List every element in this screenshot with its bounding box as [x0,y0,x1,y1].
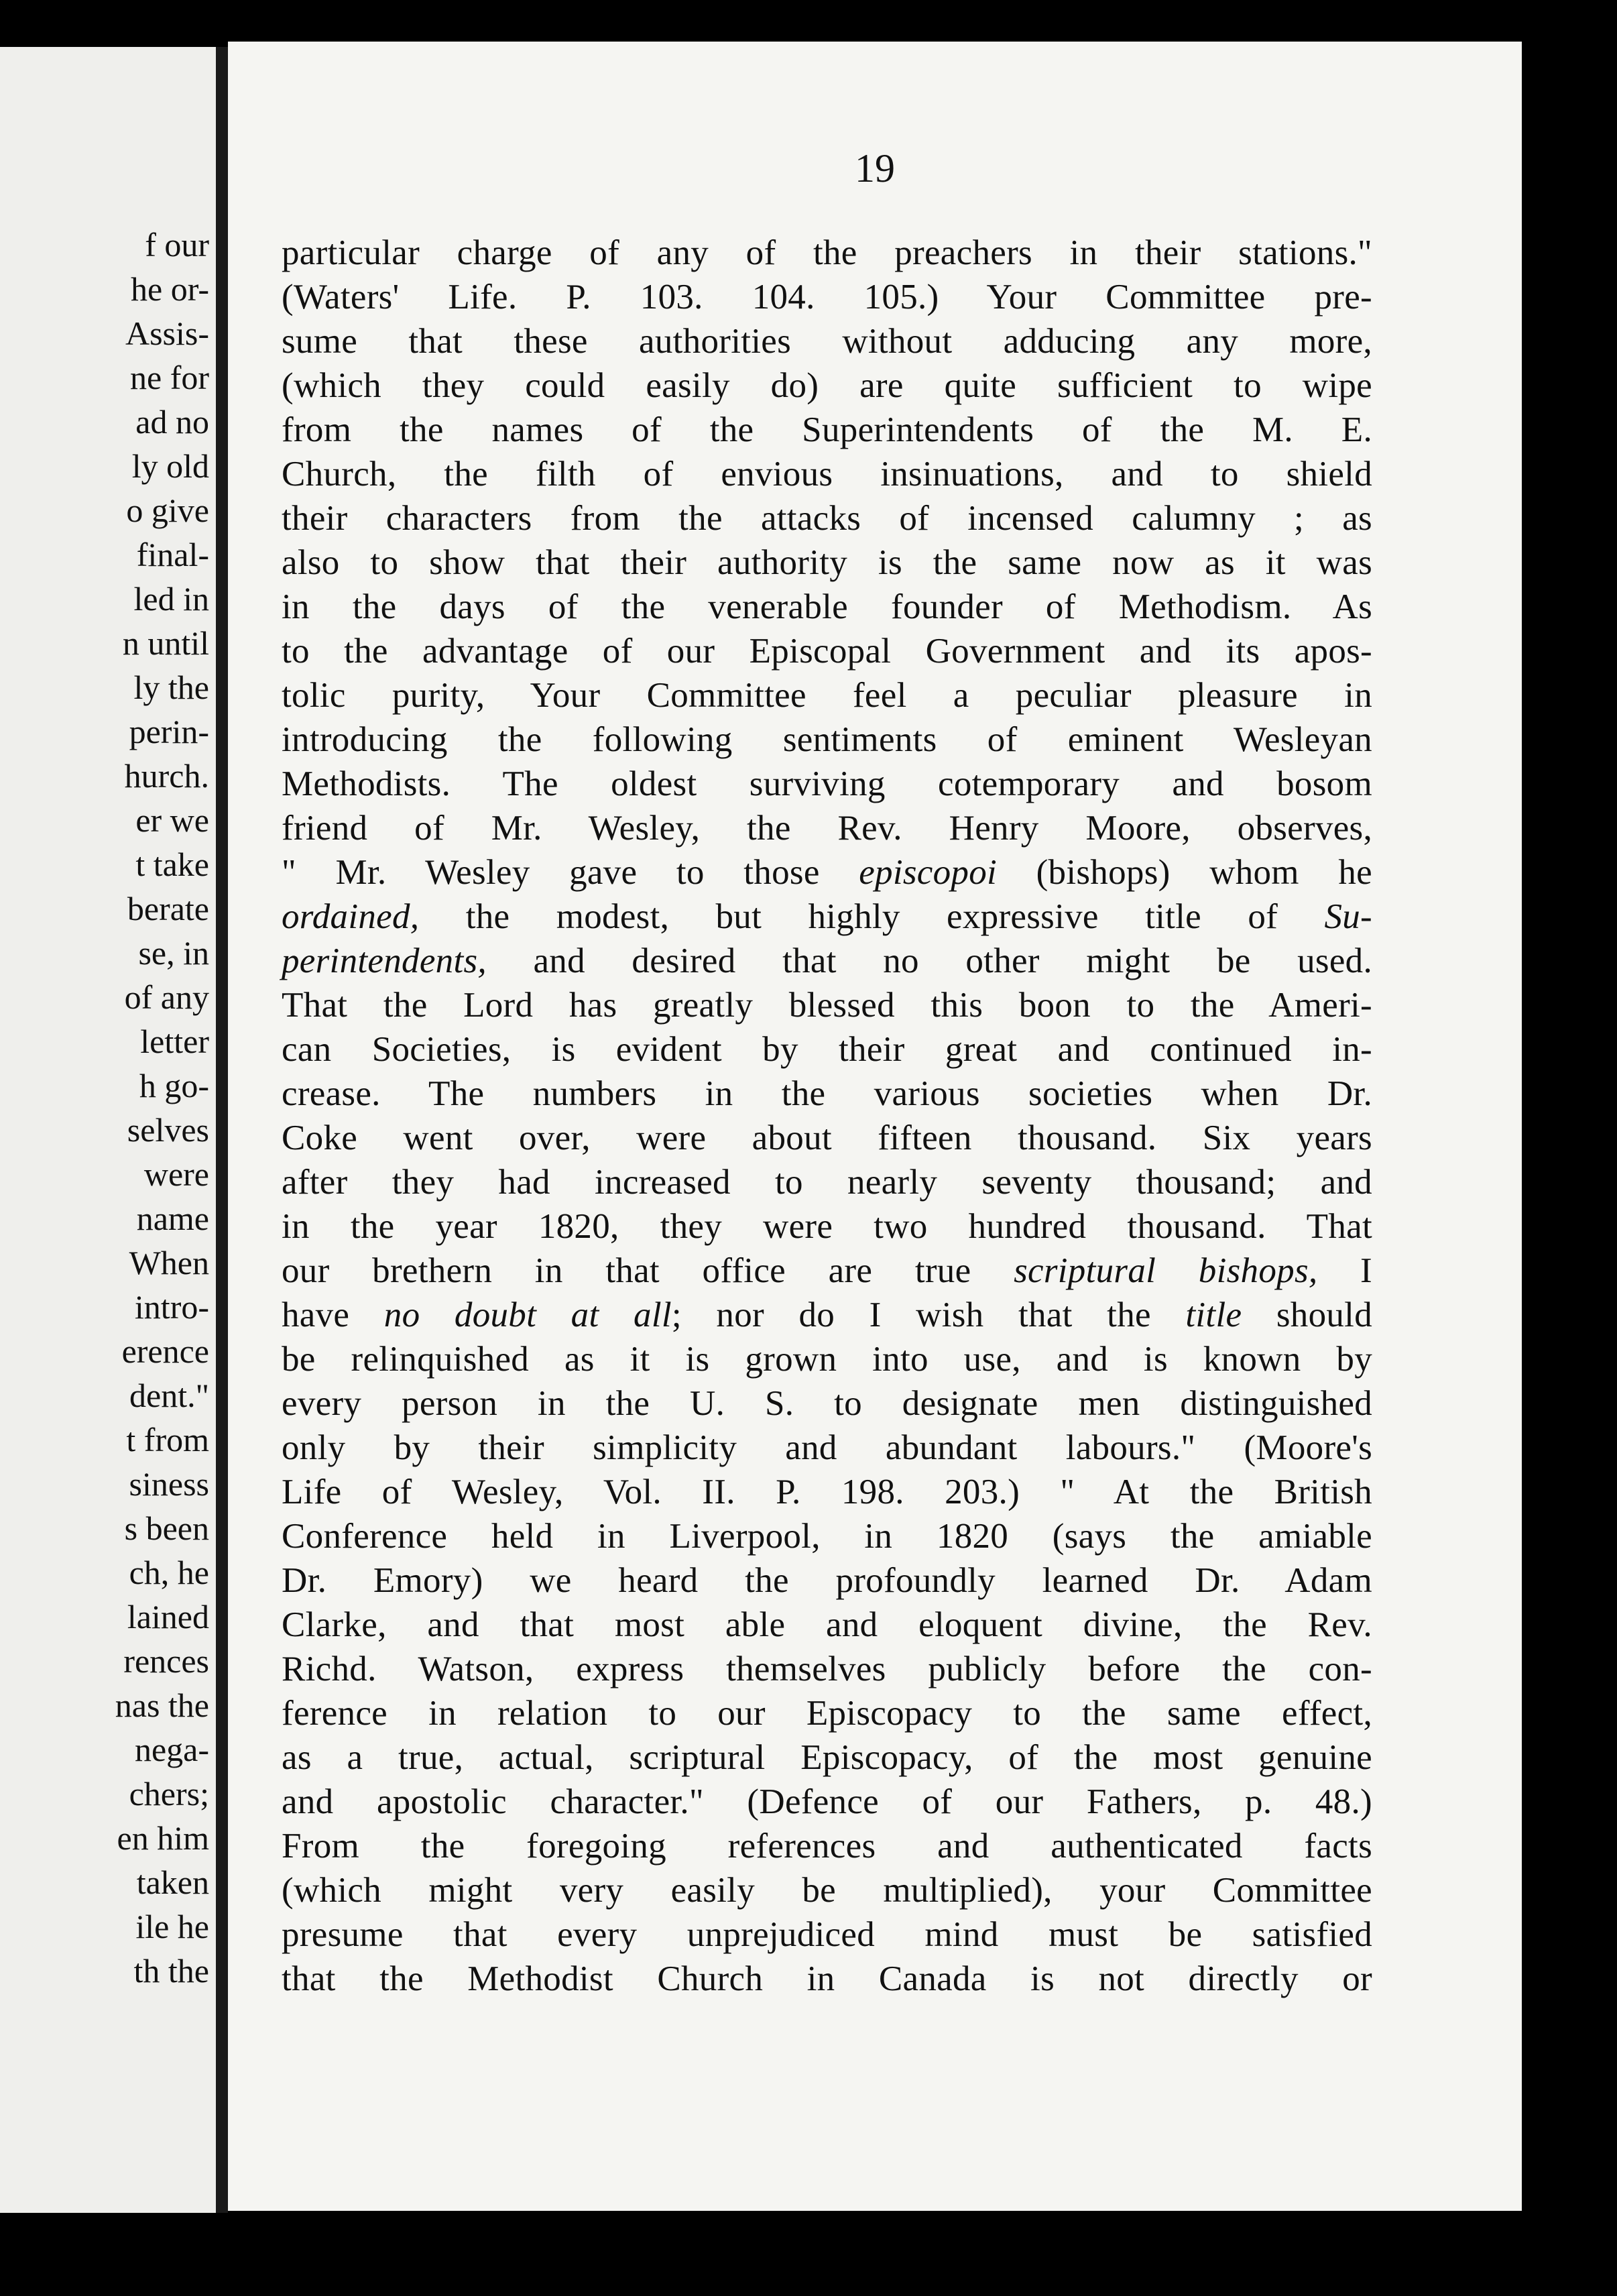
text-run: introducing the following sentiments of eminent Wesleyan [282,720,1372,759]
italic-text: perintendents, [282,941,487,980]
text-line [282,363,1372,408]
text-line [282,1160,1372,1204]
text-line [282,1514,1372,1558]
left-page-line: When [129,1244,209,1281]
text-run: ference in relation to our Episcopacy to the same effect, [282,1694,1372,1733]
text-run: as a true, actual, scriptural Episcopacy, of the most genuine [282,1738,1372,1777]
text-line [282,1912,1372,1957]
left-page-line: n until [122,624,209,662]
text-run: after they had increased to nearly seventy thousand; and [282,1163,1372,1202]
left-page-line: ch, he [129,1554,209,1591]
italic-text: episcopoi [859,853,998,892]
text-run: that the Methodist Church in Canada is not directly or [282,1959,1372,1998]
text-run: in the year 1820, they were two hundred thousand. That [282,1207,1372,1246]
left-page-line: er we [135,801,209,839]
text-run: and apostolic character." (Defence of our Fathers, p. 48.) [282,1782,1372,1821]
text-run: should [1242,1296,1372,1334]
text-run: (bishops) whom he [997,853,1372,892]
text-run: particular charge of any of the preachers in their stations." [282,233,1372,272]
text-line [282,1868,1372,1912]
text-run: Conference held in Liverpool, in 1820 (says the amiable [282,1517,1372,1556]
left-page-line: f our [145,226,209,264]
body-text [282,231,1372,2001]
left-page-line: lained [127,1598,209,1635]
left-page-line: final- [136,536,209,573]
text-run: Church, the filth of envious insinuations, and to shield [282,455,1372,494]
text-line [282,1780,1372,1824]
text-line [282,673,1372,718]
left-page-line: hurch. [124,757,209,795]
left-page-line: dent." [129,1377,209,1414]
text-run: Richd. Watson, express themselves publicly before the con- [282,1650,1372,1688]
left-page-line: en him [117,1819,209,1857]
text-run: tolic purity, Your Committee feel a peculiar pleasure in [282,676,1372,715]
text-run: every person in the U. S. to designate men distinguished [282,1384,1372,1423]
left-page-line: Assis- [125,314,209,352]
text-line [282,452,1372,496]
text-run: and desired that no other might be used. [486,941,1372,980]
left-page-line: siness [129,1465,209,1503]
left-page-line: of any [124,978,209,1016]
left-page-line: ne for [130,359,209,396]
text-run: sume that these authorities without adducing any more, [282,322,1372,361]
text-run: our brethern in that office are true [282,1251,1014,1290]
text-run: their characters from the attacks of incensed calumny ; as [282,499,1372,538]
left-page-line: nega- [134,1731,209,1768]
text-line [282,1381,1372,1426]
italic-text: scriptural bishops, [1014,1251,1318,1290]
text-line [282,762,1372,806]
text-line [282,1337,1372,1381]
left-page-line: th the [133,1952,209,1990]
text-run: only by their simplicity and abundant labours." (Moore's [282,1428,1372,1467]
left-page-line: led in [133,580,209,618]
left-page-line: name [136,1200,209,1237]
left-page-line: ile he [135,1908,209,1945]
left-page-line: h go- [139,1067,209,1104]
left-page-line: nas the [115,1686,209,1724]
text-run: have [282,1296,384,1334]
left-page-line: s been [124,1509,209,1547]
left-page-line: erence [121,1332,209,1370]
text-run: Methodists. The oldest surviving cotemporary and bosom [282,764,1372,803]
text-line [282,585,1372,629]
left-page-line: ly the [133,669,209,706]
text-line [282,275,1372,319]
text-run: Dr. Emory) we heard the profoundly learned Dr. Adam [282,1561,1372,1600]
text-run: ; nor do I wish that the [671,1296,1186,1334]
text-line [282,1072,1372,1116]
text-line [282,1647,1372,1691]
text-line [282,1116,1372,1160]
left-page-line: were [143,1155,209,1193]
text-line [282,540,1372,585]
text-run: in the days of the venerable founder of Methodism. As [282,587,1372,626]
text-line [282,718,1372,762]
left-page-line: perin- [129,713,209,750]
text-line [282,850,1372,895]
text-run: can Societies, is evident by their great and continued in- [282,1030,1372,1069]
text-line [282,1558,1372,1603]
right-page [228,42,1522,2211]
italic-text: title [1185,1296,1242,1334]
text-run: Life of Wesley, Vol. II. P. 198. 203.) " At the British [282,1473,1372,1511]
text-run: to the advantage of our Episcopal Government and its apos- [282,632,1372,671]
text-run: (which they could easily do) are quite sufficient to wipe [282,366,1372,405]
left-page-line: chers; [129,1775,209,1813]
text-line [282,1027,1372,1072]
text-line [282,1603,1372,1647]
text-line [282,1735,1372,1780]
left-page-line: taken [136,1863,209,1901]
text-run: That the Lord has greatly blessed this boon to the Ameri- [282,986,1372,1025]
text-line [282,806,1372,850]
text-run: Clarke, and that most able and eloquent divine, the Rev. [282,1605,1372,1644]
text-run: be relinquished as it is grown into use, and is known by [282,1340,1372,1379]
left-page-fragment [0,47,216,2213]
text-run: (Waters' Life. P. 103. 104. 105.) Your Committee pre- [282,278,1372,317]
left-page-line: berate [127,890,209,927]
text-run: From the foregoing references and authenticated facts [282,1827,1372,1866]
text-run: Coke went over, were about fifteen thousand. Six years [282,1118,1372,1157]
text-line [282,1249,1372,1293]
left-page-line: intro- [134,1288,209,1326]
text-line [282,1426,1372,1470]
left-page-line: letter [140,1023,209,1060]
page-number: 19 [855,146,895,190]
text-line [282,629,1372,673]
left-page-line: t take [135,846,209,883]
left-page-line: t from [126,1421,209,1458]
text-run: crease. The numbers in the various societies when Dr. [282,1074,1372,1113]
text-line [282,408,1372,452]
italic-text: ordained, [282,897,420,936]
text-line [282,231,1372,275]
text-run: from the names of the Superintendents of the M. E. [282,410,1372,449]
left-page-line: se, in [138,934,209,972]
left-page-line: rences [123,1642,209,1680]
left-page-line: ly old [131,447,209,485]
italic-text: Su- [1324,897,1372,936]
text-line [282,1824,1372,1868]
book-gutter [216,47,228,2213]
text-run: also to show that their authority is the same now as it was [282,543,1372,582]
text-line [282,1293,1372,1337]
scan-border [1522,42,1617,2211]
left-page-line: o give [126,492,209,529]
text-line [282,895,1372,939]
text-line [282,939,1372,983]
text-line [282,1691,1372,1735]
left-page-line: ad no [135,403,209,441]
text-run: I [1317,1251,1373,1290]
text-run: the modest, but highly expressive title of [419,897,1325,936]
text-run: (which might very easily be multiplied), your Committee [282,1871,1372,1910]
left-page-line: selves [127,1111,209,1149]
left-page-line: he or- [131,270,209,308]
italic-text: no doubt at all [383,1296,672,1334]
text-line [282,319,1372,363]
text-line [282,496,1372,540]
text-run: presume that every unprejudiced mind must be satisfied [282,1915,1372,1954]
text-run: " Mr. Wesley gave to those [282,853,859,892]
text-line [282,1470,1372,1514]
text-run: friend of Mr. Wesley, the Rev. Henry Moore, observes, [282,809,1372,848]
text-line [282,1204,1372,1249]
text-line [282,983,1372,1027]
text-line [282,1957,1372,2001]
